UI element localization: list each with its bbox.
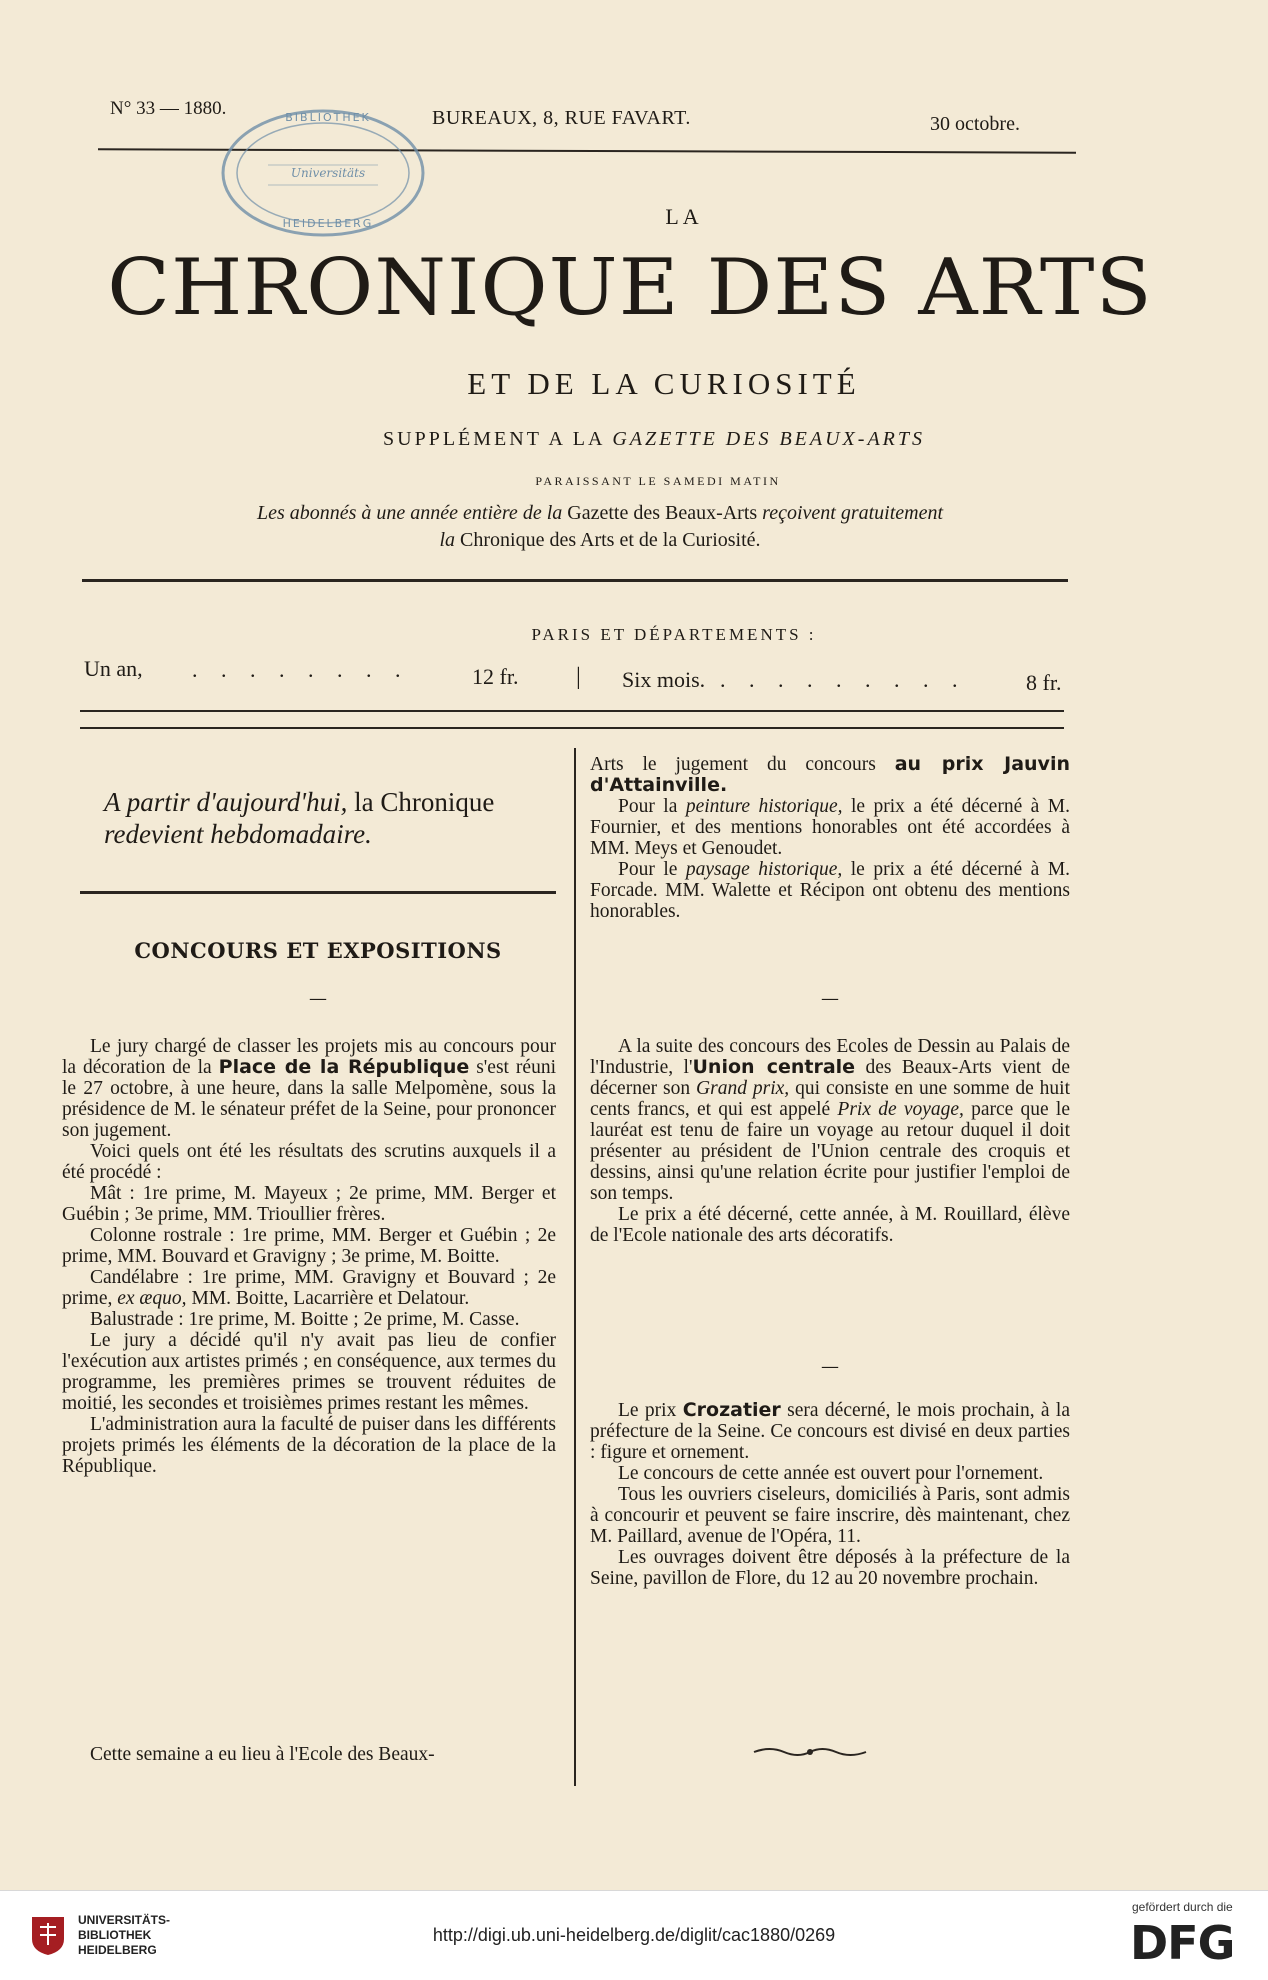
masthead-rule <box>82 579 1068 582</box>
paragraph: Le concours de cette année est ouvert pour l'ornement. <box>618 1463 1044 1484</box>
funding-note: gefördert durch die <box>1132 1900 1233 1914</box>
digitization-footer <box>0 1890 1268 1980</box>
newspaper-subtitle: ET DE LA CURIOSITÉ <box>467 366 861 401</box>
paragraph: Les ouvrages doivent être déposés à la préfecture de la Seine, pavillon de Flore, du 12 au 20 novembre prochain. <box>590 1547 1070 1589</box>
pricing-heading: PARIS ET DÉPARTEMENTS : <box>531 625 817 644</box>
section-title: CONCOURS ET EXPOSITIONS <box>134 938 502 963</box>
pricing-separator: | <box>576 664 581 690</box>
year-dots: . . . . . . . . <box>192 657 410 682</box>
right-column-middle <box>590 1036 1070 1246</box>
paragraph: Candélabre : 1re prime, MM. Gravigny et Bouvard ; 2e prime, ex æquo, MM. Boitte, Lacarrière et Delatour. <box>62 1267 556 1309</box>
pricing-rule-2 <box>80 727 1064 729</box>
library-name-line: BIBLIOTHEK <box>78 1928 152 1942</box>
subscriber-text-a: Les abonnés à une année entière de la <box>256 502 563 524</box>
notice-italic-a: A partir d'aujourd'hui, <box>104 787 348 817</box>
six-months-label: Six mois. <box>622 667 706 692</box>
paragraph: Arts le jugement du concours au prix Jauvin d'Attainville. <box>590 753 1070 796</box>
section-dash: — <box>309 988 327 1009</box>
right-dash-1: — <box>821 988 839 1009</box>
supplement-prefix: SUPPLÉMENT A LA <box>383 428 605 450</box>
paragraph: Le jury chargé de classer les projets mis au concours pour la décoration de la Place de la République s'est réuni le 27 octobre, à une heure, dans la salle Melpomène, sous la présidence de M. le sénateur préfet de la Seine, pour prononcer son jugement. <box>62 1036 556 1141</box>
paragraph: Mât : 1re prime, M. Mayeux ; 2e prime, MM. Berger et Guébin ; 3e prime, MM. Trioullier frères. <box>62 1183 556 1225</box>
stamp-top-text: BIBLIOTHEK <box>285 111 371 124</box>
paragraph: Balustrade : 1re prime, M. Boitte ; 2e prime, M. Casse. <box>90 1309 520 1330</box>
supplement-line <box>0 428 1268 451</box>
source-url[interactable]: http://digi.ub.uni-heidelberg.de/diglit/cac1880/0269 <box>432 1925 836 1945</box>
paragraph: Pour le paysage historique, le prix a été décerné à M. Forcade. MM. Walette et Récipon ont obtenu des mentions honorables. <box>590 859 1071 922</box>
title-article: LA <box>665 204 703 229</box>
right-dash-2: — <box>821 1356 839 1377</box>
fleuron-ornament <box>750 1744 870 1760</box>
stamp-bottom-text: HEIDELBERG <box>282 217 374 230</box>
notice-rule <box>80 891 556 894</box>
subscriber-note <box>120 500 1080 554</box>
year-price: 12 fr. <box>472 664 519 689</box>
paragraph: Le prix Crozatier sera décerné, le mois prochain, à la préfecture de la Seine. Ce concours est divisé en deux parties : figure et ornement. <box>590 1399 1071 1463</box>
paragraph: Le jury a décidé qu'il n'y avait pas lieu de confier l'exécution aux artistes primés ; en conséquence, aux termes du programme, les premières primes se trouvent réduites de moitié, les secondes et troisièmes primes restant les mêmes. <box>62 1330 556 1414</box>
subscriber-text-d: la <box>439 529 456 551</box>
issue-number: N° 33 — 1880. <box>110 98 227 119</box>
left-column-last-line <box>62 1744 556 1765</box>
subscriber-text-b: Gazette des Beaux-Arts <box>567 502 758 524</box>
subscriber-text-e: Chronique des Arts et de la Curiosité. <box>460 529 761 551</box>
right-column-top <box>590 754 1070 922</box>
paragraph: Tous les ouvriers ciseleurs, domiciliés à Paris, sont admis à concourir et peuvent se faire inscrire, dès maintenant, chez M. Paillard, avenue de l'Opéra, 11. <box>590 1484 1070 1547</box>
publishing-schedule: PARAISSANT LE SAMEDI MATIN <box>535 474 781 488</box>
notice-plain: la Chronique <box>354 787 495 817</box>
dfg-logo: DFG <box>1130 1916 1235 1970</box>
column-divider <box>574 748 576 1786</box>
ornament-icon <box>750 1744 870 1760</box>
paragraph: Cette semaine a eu lieu à l'Ecole des Beaux- <box>90 1744 435 1765</box>
paragraph: Voici quels ont été les résultats des scrutins auxquels il a été procédé : <box>62 1141 556 1183</box>
paragraph: Le prix a été décerné, cette année, à M. Rouillard, élève de l'Ecole nationale des arts décoratifs. <box>590 1204 1070 1246</box>
paragraph: Pour la peinture historique, le prix a été décerné à M. Fournier, et des mentions honorables ont été accordées à MM. Meys et Genoudet. <box>590 796 1070 859</box>
issue-date: 30 octobre. <box>930 113 1020 135</box>
six-dots: . . . . . . . . . <box>720 667 967 692</box>
weekly-notice <box>104 786 564 850</box>
newspaper-title: CHRONIQUE DES ARTS <box>107 243 1153 333</box>
library-name-line: HEIDELBERG <box>78 1943 157 1957</box>
stamp-center-text: Universitäts <box>290 166 366 180</box>
subscriber-text-c: reçoivent gratuitement <box>762 502 944 524</box>
paragraph: Colonne rostrale : 1re prime, MM. Berger et Guébin ; 2e prime, MM. Bouvard et Gravigny ; 3e prime, M. Boitte. <box>62 1225 556 1267</box>
right-column-bottom <box>590 1400 1070 1589</box>
left-column-text <box>62 1036 556 1477</box>
office-address: BUREAUX, 8, RUE FAVART. <box>432 107 691 129</box>
pricing-rule-1 <box>80 710 1064 712</box>
notice-italic-b: redevient hebdomadaire. <box>104 819 372 849</box>
year-label: Un an, <box>84 656 143 681</box>
six-months-price: 8 fr. <box>1026 670 1062 695</box>
supplement-gazette: GAZETTE DES BEAUX-ARTS <box>612 428 925 450</box>
paragraph: L'administration aura la faculté de puiser dans les différents projets primés les éléments de la décoration de la place de la République. <box>62 1414 556 1477</box>
paragraph: A la suite des concours des Ecoles de Dessin au Palais de l'Industrie, l'Union centrale des Beaux-Arts vient de décerner son Grand prix, qui consiste en une somme de huit cents francs, et qui est appelé Prix de voyage, parce que le lauréat est tenu de faire un voyage au retour duquel il doit présenter au président de l'Union centrale des croquis et dessins, ainsi qu'une relation écrite pour justifier l'emploi de son temps. <box>590 1036 1071 1204</box>
library-name-line: UNIVERSITÄTS- <box>78 1913 171 1927</box>
